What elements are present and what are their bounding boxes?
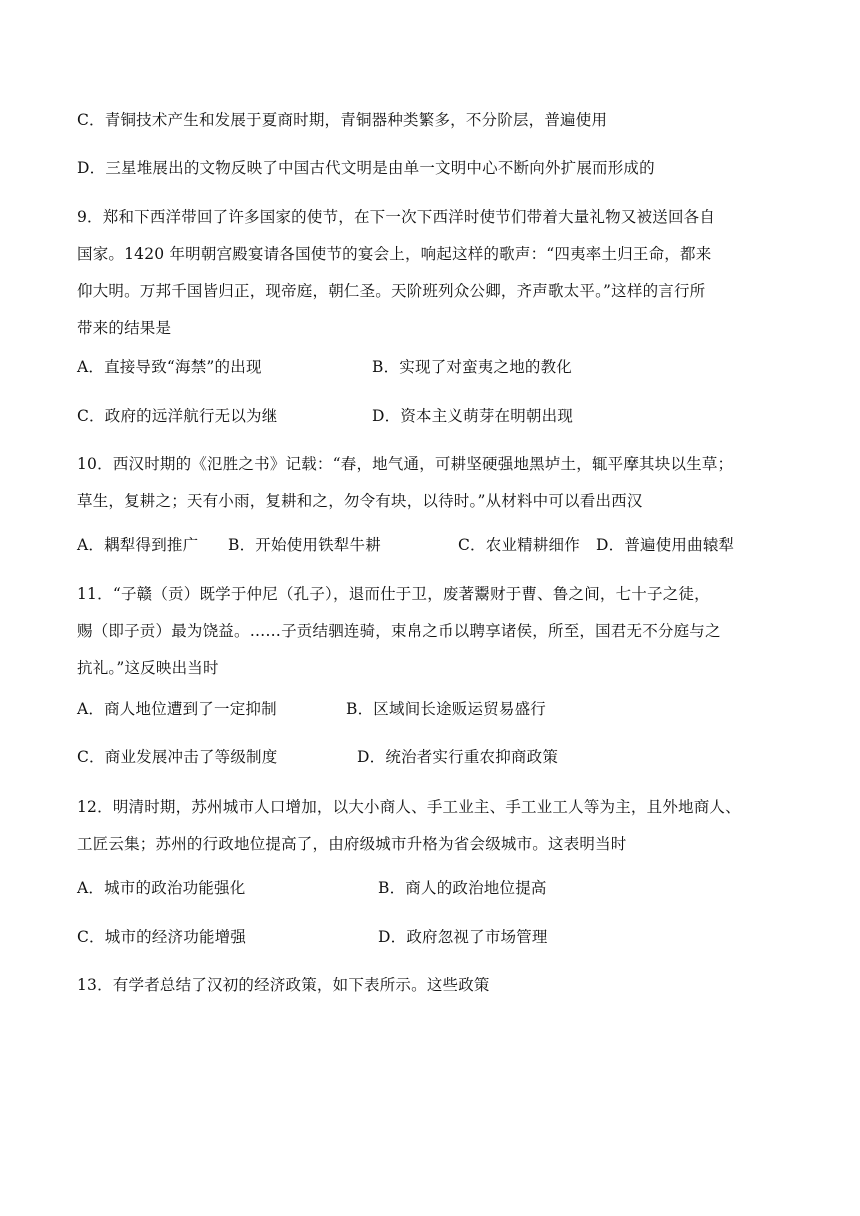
question-9-option-a: A．直接导致“海禁”的出现 [77,358,262,376]
question-11-option-a: A．商人地位遭到了一定抑制 [77,700,277,718]
question-10-option-d: D．普遍使用曲辕犁 [596,536,735,554]
question-9-line-3: 仰大明。万邦千国皆归正，现帝庭，朝仁圣。天阶班列众公卿，齐声歌太平。”这样的言行所 [77,282,706,300]
question-9-line-1: 9．郑和下西洋带回了许多国家的使节，在下一次下西洋时使节们带着大量礼物又被送回各自 [77,208,716,226]
question-12-option-b: B．商人的政治地位提高 [378,879,547,897]
question-11-option-d: D．统治者实行重农抑商政策 [357,748,559,766]
question-13-line-1: 13．有学者总结了汉初的经济政策，如下表所示。这些政策 [77,976,490,994]
question-10-option-b: B．开始使用铁犁牛耕 [228,536,381,554]
question-12-line-2: 工匠云集；苏州的行政地位提高了，由府级城市升格为省会级城市。这表明当时 [77,835,627,853]
question-12-option-a: A．城市的政治功能强化 [77,879,246,897]
question-12-option-c: C．城市的经济功能增强 [77,928,247,946]
question-11-line-2: 赐（即子贡）最为饶益。……子贡结驷连骑，束帛之币以聘享诸侯，所至，国君无不分庭与之 [77,622,721,640]
question-11-option-b: B．区域间长途贩运贸易盛行 [346,700,546,718]
question-10-line-2: 草生，复耕之；天有小雨，复耕和之，勿令有块，以待时。”从材料中可以看出西汉 [77,492,643,510]
option-c-prev-question: C．青铜技术产生和发展于夏商时期，青铜器种类繁多，不分阶层，普遍使用 [77,111,608,129]
question-10-option-a: A．耦犁得到推广 [77,536,199,554]
question-9-option-d: D．资本主义萌芽在明朝出现 [372,407,574,425]
question-11-line-3: 抗礼。”这反映出当时 [77,659,219,677]
question-9-line-4: 带来的结果是 [77,319,172,337]
question-11-option-c: C．商业发展冲击了等级制度 [77,748,278,766]
question-12-line-1: 12．明清时期，苏州城市人口增加，以大小商人、手工业主、手工业工人等为主，且外地商人、 [77,798,741,816]
question-9-option-b: B．实现了对蛮夷之地的教化 [372,358,572,376]
question-10-option-c: C．农业精耕细作 [458,536,580,554]
question-9-option-c: C．政府的远洋航行无以为继 [77,407,278,425]
question-9-line-2: 国家。1420 年明朝宫殿宴请各国使节的宴会上，响起这样的歌声：“四夷率土归王命，都来 [77,245,712,263]
question-12-option-d: D．政府忽视了市场管理 [378,928,548,946]
option-d-prev-question: D．三星堆展出的文物反映了中国古代文明是由单一文明中心不断向外扩展而形成的 [77,159,655,177]
question-10-line-1: 10．西汉时期的《氾胜之书》记载：“春，地气通，可耕坚硬强地黑垆土，辄平摩其块以生草； [77,455,734,473]
question-11-line-1: 11．“子赣（贡）既学于仲尼（孔子），退而仕于卫，废著鬻财于曹、鲁之间，七十子之徒， [77,585,710,603]
